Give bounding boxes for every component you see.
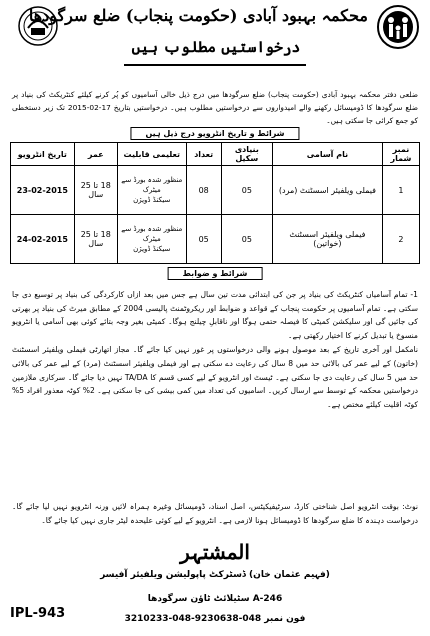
condition-paragraph-1: 1- تمام آسامیاں کنٹریکٹ کی بنیاد پر جن کی ابتدائی مدت تین سال ہے جس میں بعد ازاں کارکردگی کی بنیاد پر توسیع دی جا سکتی ہے۔ تمام آسامیوں پر حکومت پنجاب کے قواعد و ضوابط اور ریکروٹمنٹ پالیسی 2004 کے مطابق میرٹ کی بنیاد پر بھرتی کی جائیں گی اور سلیکشن کمیٹی کا فیصلہ حتمی ہوگا اور ناقابلِ چیلنج ہوگا۔ کمیٹی بغیر وجہ بتائے کوئی بھی آسامی یا انٹرویو منسوخ یا تبدیل کرنے کا اختیار رکھتی ہے۔ (12, 290, 418, 340)
row-interview-date: 24-02-2015 (11, 215, 75, 264)
header-serial-number: نمبر شمار (382, 143, 419, 166)
header-age: عمر (74, 143, 117, 166)
intro-paragraph: ضلعی دفتر محکمہ بہبود آبادی (حکومت پنجاب) ضلع سرگودھا میں درج ذیل خالی آسامیوں کو پُر کرنے کیلئے کنٹریکٹ کی بنیاد پر ضلع سرگودھا کا ڈومیسائل رکھنے والے امیدواروں سے درخواستیں مطلوب ہیں۔ درخواستیں بتاریخ 17-02-2015 تک زیر دستخطی کو جمع کرائی جا سکتی ہیں۔ (12, 90, 418, 125)
row-post-name: فیملی ویلفیئر اسسٹنٹ (مرد) (272, 166, 382, 215)
signer-name: (فہیم عثمان خان) ڈسٹرکٹ پاپولیشن ویلفیئر آفیسر (100, 570, 330, 580)
signer-address: 246-A سٹیلائٹ ٹاؤن سرگودھا (147, 594, 283, 604)
qualification-line-2: سیکنڈ ڈویژن (133, 245, 171, 253)
header-post-name: نام آسامی (272, 143, 382, 166)
table-row (11, 215, 420, 264)
section-heading-interview-terms: شرائط و تاریخ انٹرویو درج ذیل ہیں (130, 127, 299, 140)
applications-wanted-heading: درخواستیں مطلوب ہیں (131, 38, 301, 56)
row-serial-number: 2 (382, 215, 419, 264)
header-basic-scale: بنیادی سکیل (221, 143, 272, 166)
row-post-name: فیملی ویلفیئر اسسٹنٹ (خواتین) (272, 215, 382, 264)
population-welfare-logo-icon (376, 4, 420, 50)
conditions-text (12, 288, 418, 412)
row-count: 08 (186, 166, 221, 215)
ipl-reference-number: IPL-943 (10, 606, 66, 621)
row-age: 18 تا 25 سال (74, 166, 117, 215)
row-serial-number: 1 (382, 166, 419, 215)
heading-underline (124, 64, 306, 66)
department-title: محکمہ بہبود آبادی (حکومت پنجاب) ضلع سرگودھا (28, 6, 368, 25)
row-count: 05 (186, 215, 221, 264)
row-basic-scale: 05 (221, 215, 272, 264)
header (0, 0, 430, 78)
header-interview-date: تاریخ انٹرویو (11, 143, 75, 166)
table-header-row (11, 143, 420, 166)
row-age: 18 تا 25 سال (74, 215, 117, 264)
qualification-line-1: منظور شدہ بورڈ سے میٹرک (121, 225, 183, 243)
signer-phone: فون نمبر 048-9230638-048-3210233 (124, 614, 306, 624)
advertiser-heading: المشتہر (180, 540, 250, 564)
header-qualification: تعلیمی قابلیت (117, 143, 186, 166)
row-qualification (117, 215, 186, 264)
section-heading-terms-conditions: شرائط و ضوابط (168, 267, 263, 280)
condition-paragraph-2: نامکمل اور آخری تاریخ کے بعد موصول ہونے والی درخواستوں پر غور نہیں کیا جائے گا۔ مجاز اتھارٹی فیملی ویلفیئر اسسٹنٹ (خاتون) کے لیے عمر کی بالائی حد میں 8 سال کی رعایت دے سکتی ہے اور فیملی ویلفیئر اسسٹنٹ (مرد) کے لیے عمر کی بالائی حد میں 5 سال کی رعایت دی جا سکتی ہے۔ ٹیسٹ اور انٹرویو کے لیے کسی قسم کا TA/DA نہیں دیا جائے گا۔ سرکاری ملازمین درخواستیں محکمہ کے توسط سے ارسال کریں۔ اسامیوں کی تعداد میں کمی بیشی کی جا سکتی ہے۔ 2% کوٹہ معذور افراد 5% کوٹہ اقلیت کیلئے مختص ہے۔ (12, 345, 419, 409)
vacancies-table (10, 142, 420, 264)
row-interview-date: 23-02-2015 (11, 166, 75, 215)
note-paragraph: نوٹ: بوقت انٹرویو اصل شناختی کارڈ، سرٹیفیکیٹس، اصل اسناد، ڈومیسائل وغیرہ ہمراہ لائیں ورنہ انٹرویو نہیں لیا جائے گا۔ درخواست دہندہ کا ضلع سرگودھا کا ڈومیسائل ہونا لازمی ہے۔ انٹرویو کے لیے کوئی علیحدہ لیٹر جاری نہیں کیا جائے گا۔ (12, 502, 418, 525)
qualification-line-2: سیکنڈ ڈویژن (133, 196, 171, 204)
qualification-line-1: منظور شدہ بورڈ سے میٹرک (121, 176, 183, 194)
row-qualification (117, 166, 186, 215)
row-basic-scale: 05 (221, 166, 272, 215)
header-count: تعداد (186, 143, 221, 166)
table-row (11, 166, 420, 215)
